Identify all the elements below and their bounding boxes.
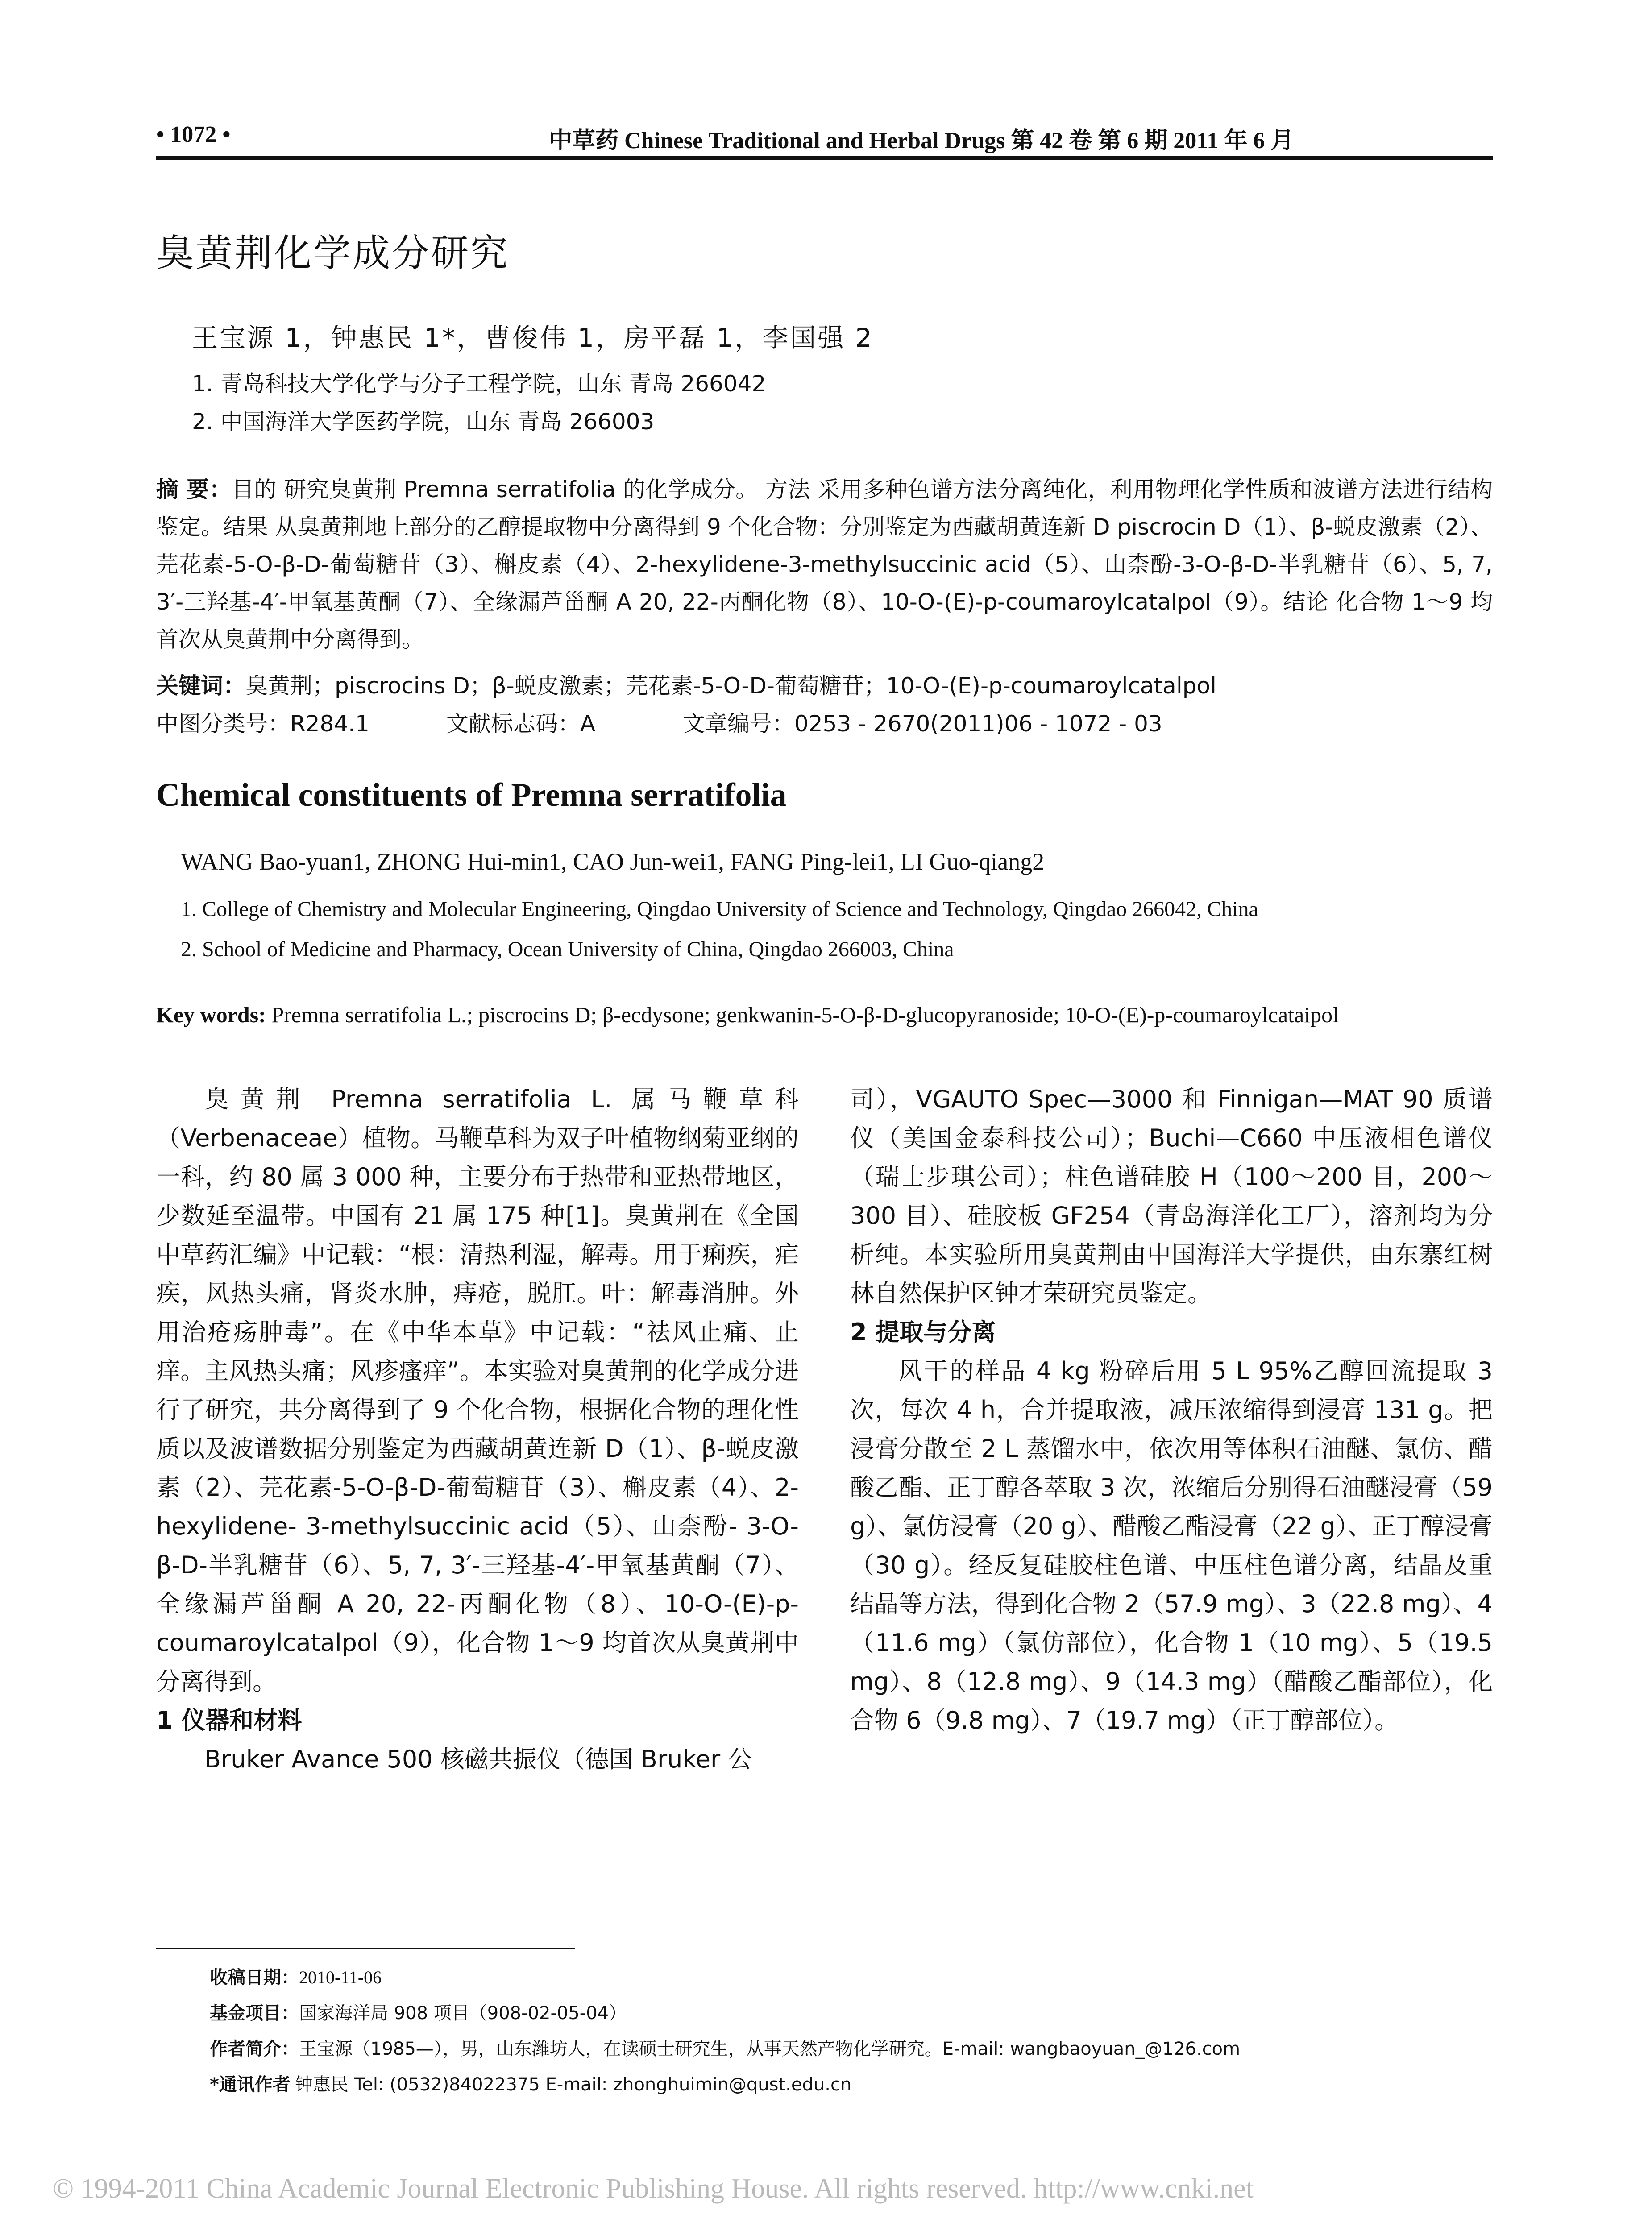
affiliation-cn: 2. 中国海洋大学医药学院，山东 青岛 266003 (192, 409, 655, 435)
keywords-en-text: Premna serratifolia L.; piscrocins D; β-ecdysone; genkwanin-5-O-β-D-glucopyranoside; 10-O-(E)-p-coumaroylcataipol (271, 1002, 1339, 1027)
header-rule (156, 156, 1493, 160)
footnote-label: 收稿日期： (210, 1967, 299, 1988)
keywords-cn (156, 667, 1493, 705)
body-column-left (156, 1080, 799, 1779)
classification-line (156, 705, 1493, 742)
authors-en: WANG Bao-yuan1, ZHONG Hui-min1, CAO Jun-wei1, FANG Ping-lei1, LI Guo-qiang2 (181, 848, 1045, 875)
affiliation-cn: 1. 青岛科技大学化学与分子工程学院，山东 青岛 266042 (192, 371, 766, 397)
section1-paragraph-continued: 司），VGAUTO Spec—3000 和 Finnigan—MAT 90 质谱仪（美国金泰科技公司）；Buchi—C660 中压液相色谱仪（瑞士步琪公司）；柱色谱硅胶 H（100～200 目，200～300 目）、硅胶板 GF254（青岛海洋化工厂），溶剂均为分析纯。本实验所用臭黄荆由中国海洋大学提供，由东寨红树林自然保护区钟才荣研究员鉴定。 (850, 1085, 1493, 1307)
abstract-label: 摘 要： (156, 477, 232, 502)
keywords-en (156, 1002, 1339, 1028)
authors-cn: 王宝源 1，钟惠民 1*，曹俊伟 1，房平磊 1，李国强 2 (192, 323, 874, 353)
journal-header: 中草药 Chinese Traditional and Herbal Drugs 第 42 卷 第 6 期 2011 年 6 月 (549, 128, 1294, 153)
abstract-text: 目的 研究臭黄荆 Premna serratifolia 的化学成分。 方法 采用多种色谱方法分离纯化，利用物理化学性质和波谱方法进行结构鉴定。结果 从臭黄荆地上部分的乙醇提取物中分离得到 9 个化合物：分别鉴定为西藏胡黄连新 D piscrocin D（1）、β-蜕皮激素（2）、芫花素-5-O-β-D-葡萄糖苷（3）、槲皮素（4）、2-hexylidene-3-methylsuccinic acid（5）、山柰酚-3-O-β-D-半乳糖苷（6）、5, 7, 3′-三羟基-4′-甲氧基黄酮（7）、全缘漏芦甾酮 A 20, 22-丙酮化物（8）、10-O-(E)-p-coumaroylcatalpol（9）。结论 化合物 1～9 均首次从臭黄荆中分离得到。 (156, 477, 1493, 652)
footnote-funding (210, 1999, 627, 2024)
abstract (156, 471, 1493, 658)
keywords-cn-label: 关键词： (156, 673, 245, 699)
section-heading: 1 仪器和材料 (156, 1706, 302, 1734)
footnote-text: 钟惠民 Tel: (0532)84022375 E-mail: zhonghuimin@qust.edu.cn (295, 2074, 852, 2095)
keywords-en-label: Key words: (156, 1002, 266, 1027)
footnote-author-bio (210, 2035, 1240, 2060)
running-header (156, 121, 1486, 157)
footnote-received (210, 1963, 382, 1989)
copyright-notice: © 1994-2011 China Academic Journal Electronic Publishing House. All rights reserved. http://www.cnki.net (53, 2173, 1254, 2204)
footnote-rule (156, 1948, 575, 1949)
footnote-text: 2010-11-06 (299, 1967, 382, 1987)
article-title-cn: 臭黄荆化学成分研究 (156, 231, 510, 275)
affiliation-en: 2. School of Medicine and Pharmacy, Ocean University of China, Qingdao 266003, China (181, 937, 954, 961)
footnote-correspondence (210, 2070, 851, 2096)
section2-paragraph: 风干的样品 4 kg 粉碎后用 5 L 95%乙醇回流提取 3 次，每次 4 h，合并提取液，减压浓缩得到浸膏 131 g。把浸膏分散至 2 L 蒸馏水中，依次用等体积石油醚、氯仿、醋酸乙酯、正丁醇各萃取 3 次，浓缩后分别得石油醚浸膏（59 g）、氯仿浸膏（20 g）、醋酸乙酯浸膏（22 g）、正丁醇浸膏（30 g）。经反复硅胶柱色谱、中压柱色谱分离，结晶及重结晶等方法，得到化合物 2（57.9 mg）、3（22.8 mg）、4（11.6 mg）（氯仿部位），化合物 1（10 mg）、5（19.5 mg）、8（12.8 mg）、9（14.3 mg）（醋酸乙酯部位），化合物 6（9.8 mg）、7（19.7 mg）（正丁醇部位）。 (850, 1357, 1493, 1734)
clc-number: 中图分类号：R284.1 (156, 711, 369, 737)
article-title-en: Chemical constituents of Premna serratifolia (156, 777, 787, 813)
footnote-label: 作者简介： (210, 2039, 299, 2059)
section1-paragraph: Bruker Avance 500 核磁共振仪（德国 Bruker 公 (204, 1745, 752, 1773)
intro-paragraph: 臭黄荆 Premna serratifolia L. 属马鞭草科（Verbenaceae）植物。马鞭草科为双子叶植物纲菊亚纲的一科，约 80 属 3 000 种，主要分布于热带和亚热带地区，少数延至温带。中国有 21 属 175 种[1]。臭黄荆在《全国中草药汇编》中记载：“根：清热利湿，解毒。用于痢疾，疟疾，风热头痛，肾炎水肿，痔疮，脱肛。叶：解毒消肿。外用治疮疡肿毒”。在《中华本草》中记载：“祛风止痛、止痒。主风热头痛；风疹瘙痒”。本实验对臭黄荆的化学成分进行了研究，共分离得到了 9 个化合物，根据化合物的理化性质以及波谱数据分别鉴定为西藏胡黄连新 D（1）、β-蜕皮激素（2）、芫花素-5-O-β-D-葡萄糖苷（3）、槲皮素（4）、2-hexylidene- 3-methylsuccinic acid（5）、山柰酚- 3-O-β-D-半乳糖苷（6）、5, 7, 3′-三羟基-4′-甲氧基黄酮（7）、全缘漏芦甾酮 A 20, 22-丙酮化物（8）、10-O-(E)-p-coumaroylcatalpol（9），化合物 1～9 均首次从臭黄荆中分离得到。 (156, 1085, 799, 1696)
footnote-label: *通讯作者 (210, 2074, 291, 2095)
section-heading: 2 提取与分离 (850, 1318, 996, 1346)
page-number: • 1072 • (156, 122, 231, 147)
keywords-cn-text: 臭黄荆；piscrocins D；β-蜕皮激素；芫花素-5-O-D-葡萄糖苷；10-O-(E)-p-coumaroylcatalpol (245, 673, 1216, 699)
footnote-label: 基金项目： (210, 2003, 299, 2024)
document-code: 文献标志码：A (446, 711, 596, 737)
footnote-text: 王宝源（1985—），男，山东潍坊人，在读硕士研究生，从事天然产物化学研究。E-mail: wangbaoyuan_@126.com (299, 2039, 1241, 2059)
footnote-text: 国家海洋局 908 项目（908-02-05-04） (299, 2003, 627, 2024)
article-number: 文章编号：0253 - 2670(2011)06 - 1072 - 03 (683, 711, 1162, 737)
affiliation-en: 1. College of Chemistry and Molecular Engineering, Qingdao University of Science and Technology, Qingdao 266042, China (181, 897, 1258, 921)
body-column-right (850, 1080, 1493, 1740)
